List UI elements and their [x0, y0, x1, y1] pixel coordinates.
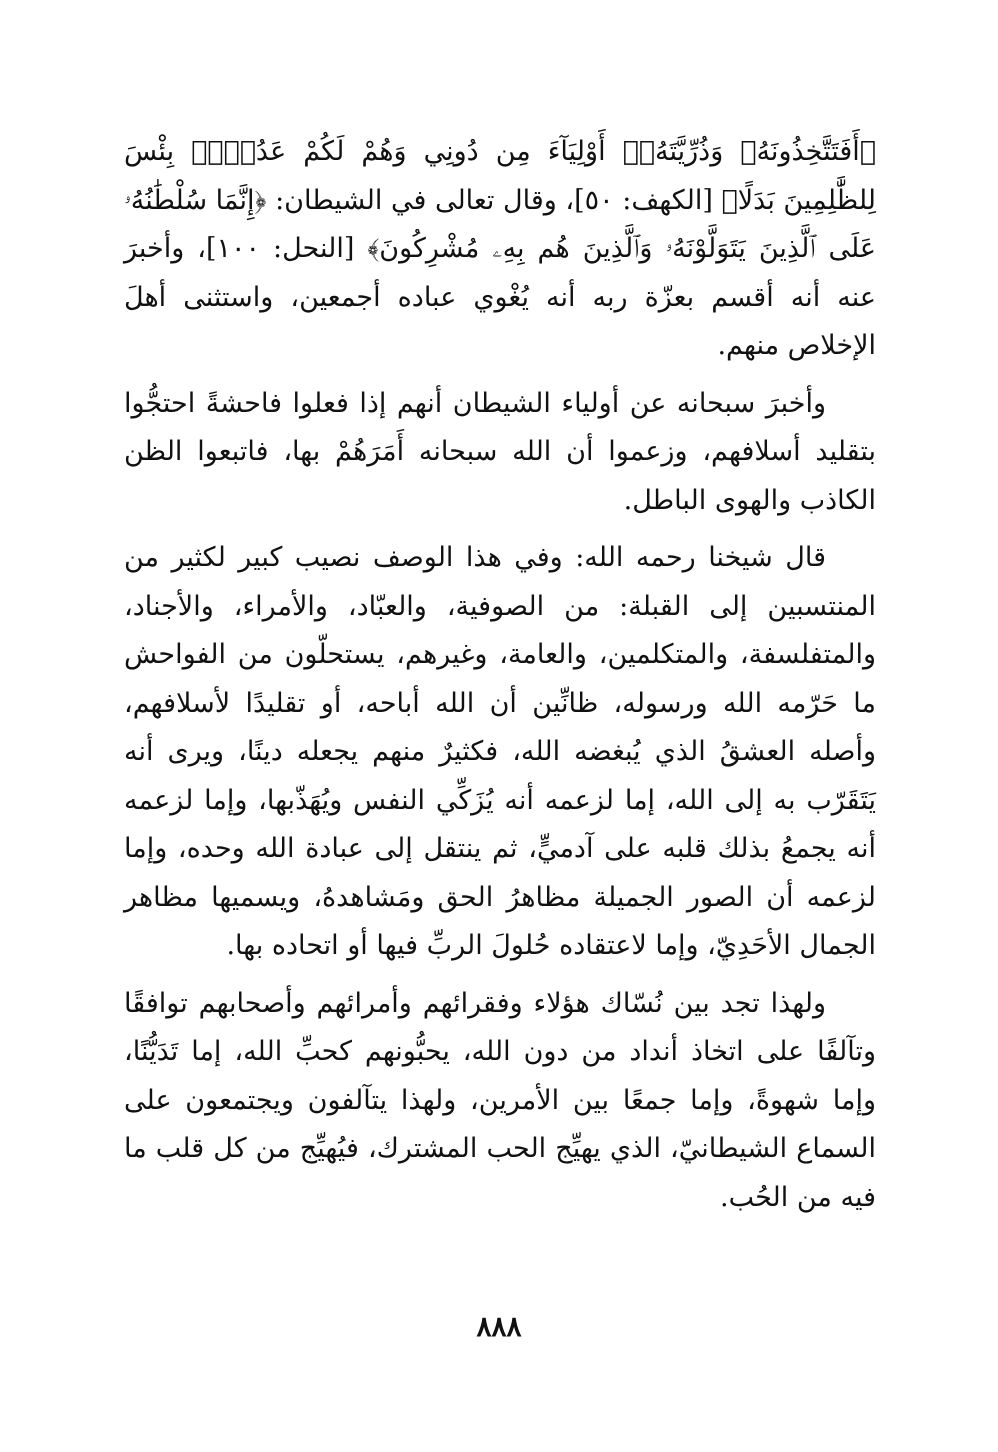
paragraph-awliya-shaytan: وأخبرَ سبحانه عن أولياء الشيطان أنهم إذا فعلوا فاحشةً احتجُّوا بتقليد أسلافهم، وزعموا أن الله سبحانه أَمَرَهُمْ بها، فاتبعوا الظن الكاذب والهوى الباطل.	[124, 387, 876, 516]
paragraph-nussak: ولهذا تجد بين نُسّاك هؤلاء وفقرائهم وأمرائهم وأصحابهم توافقًا وتآلفًا على اتخاذ أنداد من دون الله، يحبُّونهم كحبِّ الله، إما تَدَيُّنًا، وإما شهوةً، وإما جمعًا بين الأمرين، ولهذا يتآلفون ويجتمعون على السماع الشيطانيّ، الذي يهيِّج الحب المشترك، فيُهيِّج من كل قلب ما فيه من الحُب.	[124, 987, 876, 1213]
paragraph-shaykh-quote: قال شيخنا رحمه الله: وفي هذا الوصف نصيب كبير لكثير من المنتسبين إلى القبلة: من الصوفية، والعبّاد، والأمراء، والأجناد، والمتفلسفة، والمتكلمين، والعامة، وغيرهم، يستحلّون من الفواحش ما حَرّمه الله ورسوله، ظانِّين أن الله أباحه، أو تقليدًا لأسلافهم، وأصله العشقُ الذي يُبغضه الله، فكثيرٌ منهم يجعله دينًا، ويرى أنه يَتَقَرّب به إلى الله، إما لزعمه أنه يُزَكِّي النفس ويُهَذّبها، وإما لزعمه أنه يجمعُ بذلك قلبه على آدميٍّ، ثم ينتقل إلى عبادة الله وحده، وإما لزعمه أن الصور الجميلة مظاهرُ الحق ومَشاهدهُ، ويسميها مظاهر الجمال الأحَدِيّ، وإما لاعتقاده حُلولَ الربِّ فيها أو اتحاده بها.	[124, 542, 876, 961]
paragraph-quran-quote: ﴿أَفَتَتَّخِذُونَهُۥ وَذُرِّيَّتَهُۥٓ أَوْلِيَآءَ مِن دُونِي وَهُمْ لَكُمْ عَدُوٌّۢ بِئْسَ لِلظَّٰلِمِينَ بَدَلًا﴾ [الكهف: ٥٠]، وقال تعالى في الشيطان: ﴿إِنَّمَا سُلْطَٰنُهُۥ عَلَى ٱلَّذِينَ يَتَوَلَّوْنَهُۥ وَٱلَّذِينَ هُم بِهِۦ مُشْرِكُونَ﴾ [النحل: ١٠٠]، وأخبرَ عنه أنه أقسم بعزّة ربه أنه يُغْوي عباده أجمعين، واستثنى أهلَ الإخلاص منهم.	[124, 136, 876, 361]
body-text	[124, 128, 876, 1222]
page-number: ٨٨٨	[476, 1310, 522, 1343]
